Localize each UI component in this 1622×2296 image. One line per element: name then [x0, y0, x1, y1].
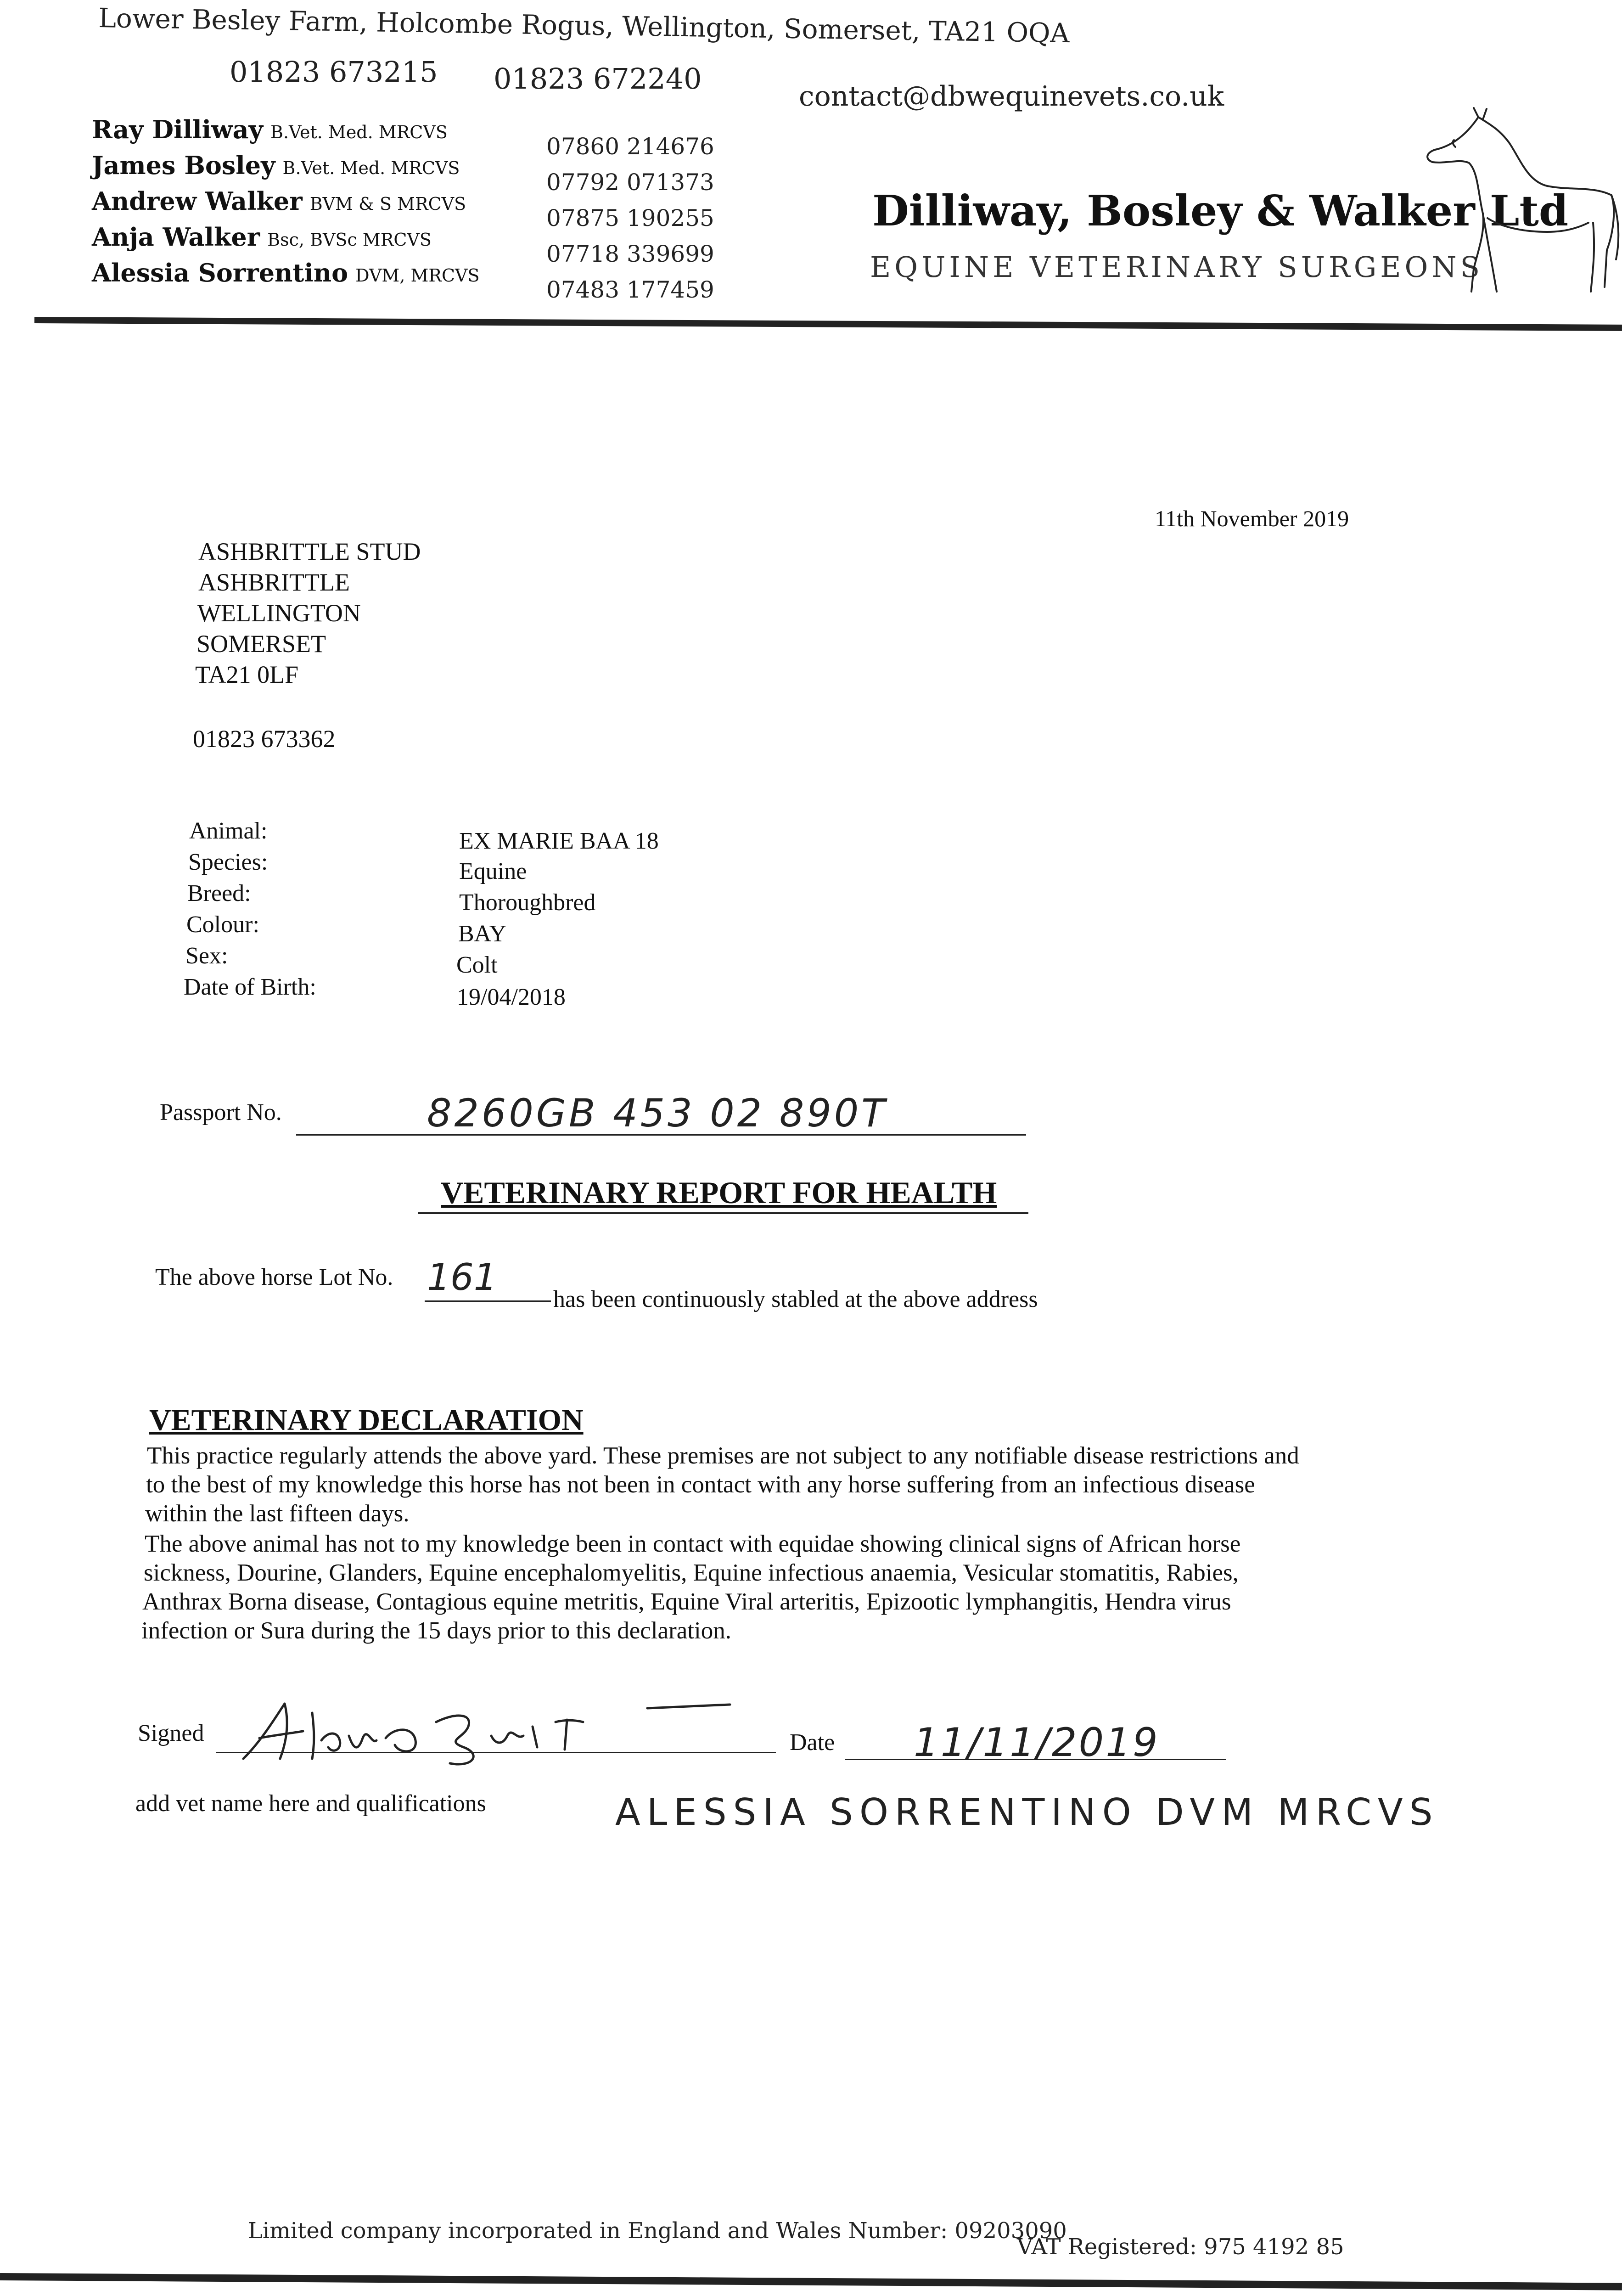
declaration-line: sickness, Dourine, Glanders, Equine encephalomyelitis, Equine infectious anaemia, Vesicular stomatitis, Rabies,: [144, 1559, 1239, 1586]
address-line: ASHBRITTLE STUD: [198, 538, 421, 565]
species-value: Equine: [459, 858, 527, 884]
staff-row: [92, 258, 480, 287]
staff-row: [92, 115, 448, 144]
recipient-phone: 01823 673362: [193, 725, 336, 753]
footer-divider: [0, 2273, 1622, 2290]
lot-prefix: The above horse Lot No.: [155, 1264, 393, 1290]
sex-value: Colt: [456, 952, 498, 978]
staff-phone: 07718 339699: [546, 241, 714, 267]
address-line: SOMERSET: [196, 630, 326, 658]
passport-label: Passport No.: [160, 1099, 282, 1125]
signed-label: Signed: [138, 1720, 204, 1746]
colour-label: Colour:: [186, 912, 259, 938]
passport-number: 8260GB 453 02 890T: [427, 1091, 888, 1136]
staff-qualification: DVM, MRCVS: [355, 265, 480, 286]
staff-name: Andrew Walker: [92, 186, 303, 216]
address-line: TA21 0LF: [195, 661, 299, 688]
report-title-underline: [418, 1212, 1028, 1214]
letterhead-address: Lower Besley Farm, Holcombe Rogus, Wellington, Somerset, TA21 OQA: [98, 2, 1070, 49]
address-line: ASHBRITTLE: [198, 568, 350, 596]
staff-row: [92, 222, 432, 252]
colour-value: BAY: [458, 921, 507, 947]
animal-value: EX MARIE BAA 18: [459, 828, 659, 854]
staff-phone: 07860 214676: [546, 133, 714, 160]
species-label: Species:: [188, 849, 268, 875]
staff-name: James Bosley: [92, 151, 275, 180]
dob-label: Date of Birth:: [184, 974, 316, 1000]
staff-phone: 07875 190255: [546, 205, 714, 231]
staff-qualification: BVM & S MRCVS: [309, 194, 466, 214]
animal-label: Animal:: [189, 818, 268, 844]
lot-number: 161: [427, 1256, 497, 1299]
sex-label: Sex:: [185, 943, 228, 969]
horse-logo-icon: [1409, 103, 1621, 296]
staff-qualification: Bsc, BVSc MRCVS: [267, 230, 432, 250]
staff-name: Anja Walker: [92, 222, 260, 252]
report-title: VETERINARY REPORT FOR HEALTH: [441, 1175, 997, 1210]
signed-date: 11/11/2019: [914, 1720, 1160, 1766]
address-line: WELLINGTON: [197, 599, 361, 627]
letterhead-divider: [34, 317, 1622, 331]
breed-label: Breed:: [187, 880, 251, 906]
dob-value: 19/04/2018: [457, 984, 566, 1010]
staff-qualification: B.Vet. Med. MRCVS: [270, 122, 448, 142]
company-tagline: EQUINE VETERINARY SURGEONS: [870, 250, 1484, 284]
staff-phone: 07792 071373: [546, 169, 714, 196]
company-name: Dilliway, Bosley & Walker Ltd: [872, 186, 1569, 236]
declaration-line: within the last fifteen days.: [145, 1500, 410, 1527]
footer-company: Limited company incorporated in England and Wales Number: 09203090: [248, 2218, 1067, 2244]
staff-row: [92, 186, 466, 216]
staff-qualification: B.Vet. Med. MRCVS: [282, 158, 460, 178]
signature-icon: [234, 1694, 767, 1768]
staff-name: Ray Dilliway: [92, 115, 264, 144]
declaration-line: infection or Sura during the 15 days prior to this declaration.: [141, 1617, 731, 1644]
breed-value: Thoroughbred: [459, 889, 596, 916]
footer-vat: VAT Registered: 975 4192 85: [1017, 2234, 1344, 2260]
declaration-title: VETERINARY DECLARATION: [149, 1403, 584, 1437]
declaration-line: to the best of my knowledge this horse has not been in contact with any horse suffering from an infectious disease: [146, 1471, 1255, 1498]
vet-name-label: add vet name here and qualifications: [135, 1790, 486, 1817]
letterhead-phone-2: 01823 672240: [494, 62, 702, 96]
staff-row: [92, 151, 460, 180]
declaration-line: The above animal has not to my knowledge been in contact with equidae showing clinical signs of African horse: [145, 1531, 1241, 1557]
declaration-line: This practice regularly attends the above yard. These premises are not subject to any notifiable disease restrictions and: [147, 1442, 1299, 1469]
date-label: Date: [790, 1729, 835, 1756]
staff-phone: 07483 177459: [546, 276, 714, 303]
lot-underline: [425, 1300, 551, 1302]
staff-name: Alessia Sorrentino: [92, 258, 348, 287]
declaration-line: Anthrax Borna disease, Contagious equine metritis, Equine Viral arteritis, Epizootic lymphangitis, Hendra virus: [142, 1588, 1231, 1615]
letterhead-email: contact@dbwequinevets.co.uk: [799, 80, 1224, 113]
letterhead-phone-1: 01823 673215: [230, 55, 438, 89]
vet-name-handwritten: ALESSIA SORRENTINO DVM MRCVS: [615, 1791, 1439, 1834]
letter-date: 11th November 2019: [1155, 506, 1349, 531]
lot-suffix: has been continuously stabled at the above address: [553, 1286, 1038, 1312]
